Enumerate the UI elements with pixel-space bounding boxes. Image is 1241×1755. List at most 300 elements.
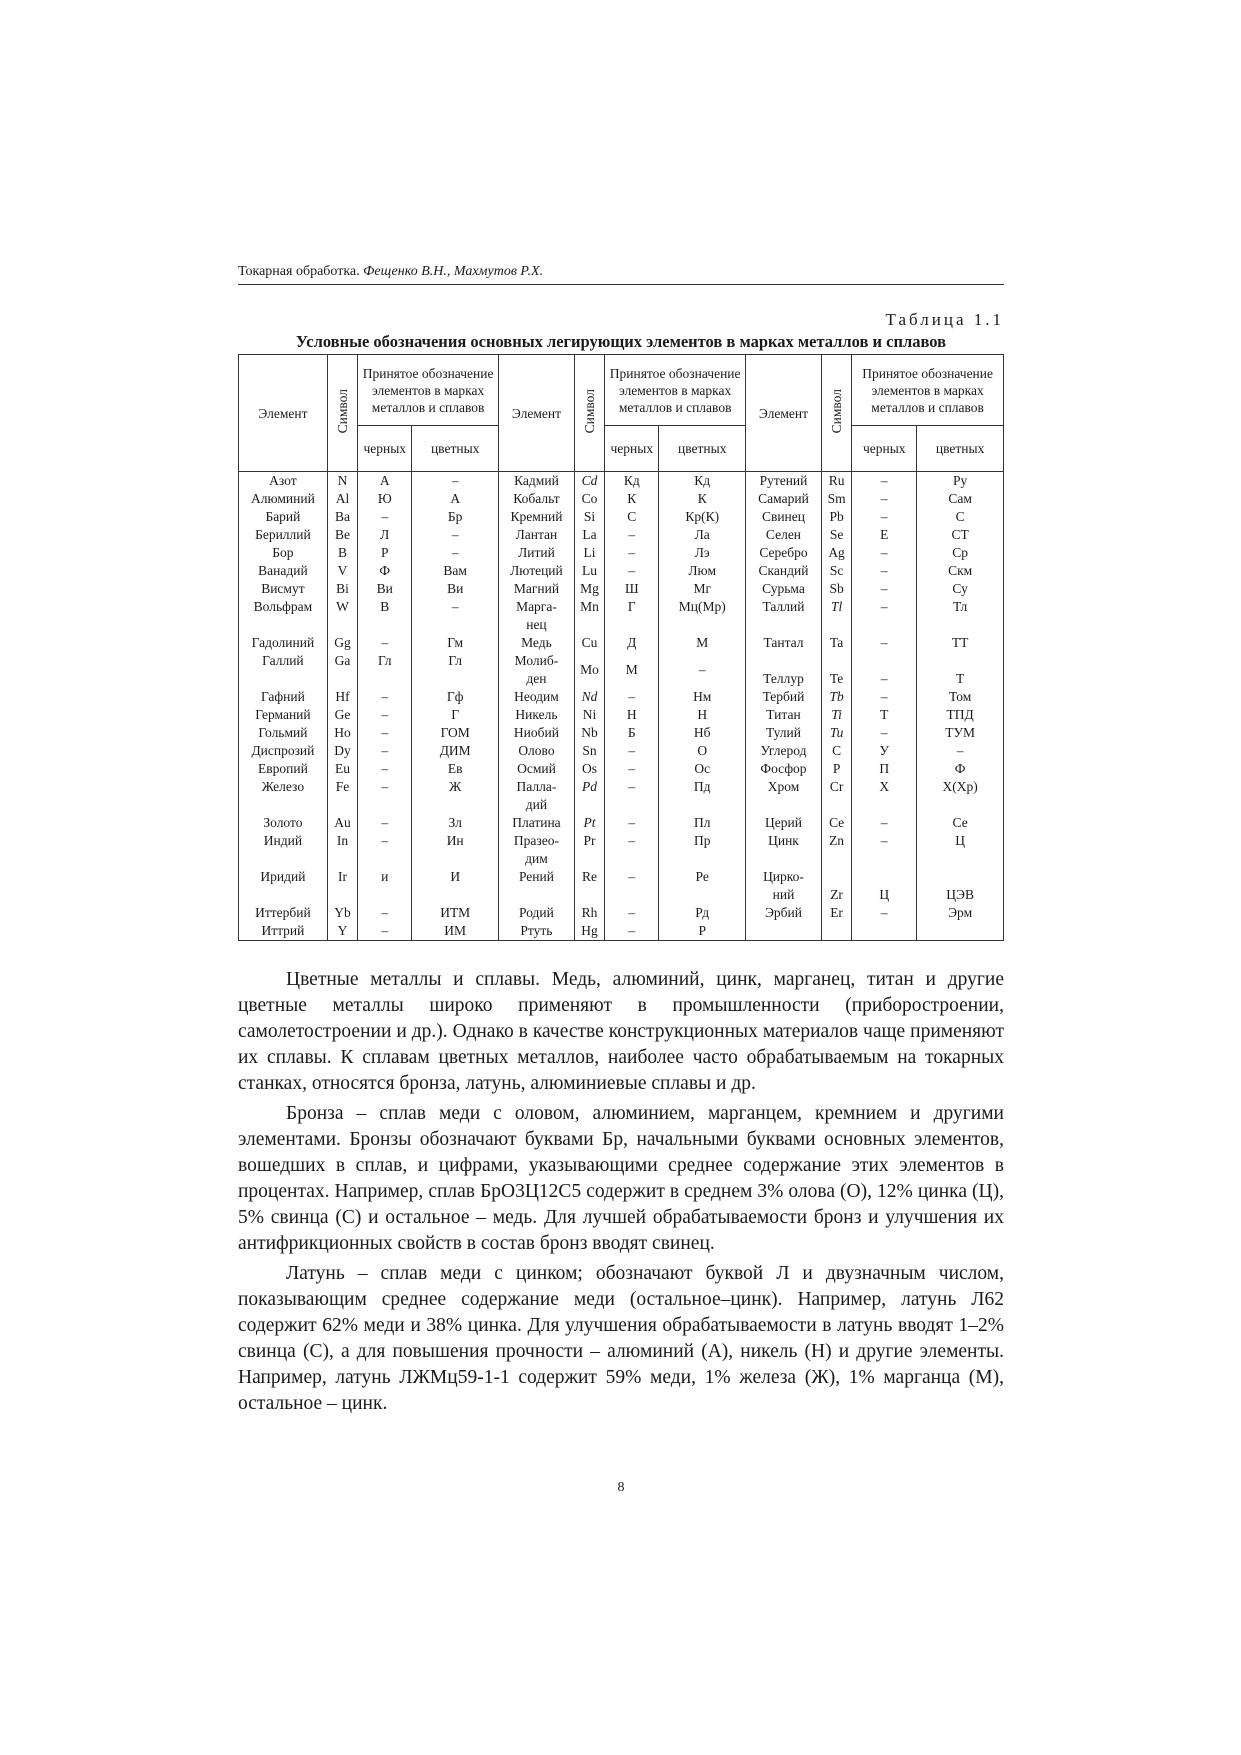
element-cell: Празео- дим bbox=[499, 832, 575, 868]
element-cell: Сурьма bbox=[746, 580, 822, 598]
ferrous-cell: – bbox=[358, 814, 412, 832]
element-cell: Осмий bbox=[499, 760, 575, 778]
ferrous-cell: – bbox=[605, 544, 659, 562]
ferrous-cell: – bbox=[852, 904, 917, 922]
ferrous-cell: В bbox=[358, 598, 412, 634]
ferrous-cell: – bbox=[852, 598, 917, 634]
nonferrous-cell: Пд bbox=[659, 778, 746, 814]
alloy-elements-table bbox=[238, 354, 1004, 941]
header-element: Элемент bbox=[239, 355, 328, 472]
ferrous-cell: – bbox=[605, 904, 659, 922]
nonferrous-cell: СТ bbox=[917, 526, 1004, 544]
nonferrous-cell: – bbox=[412, 598, 499, 634]
element-cell: Молиб- ден bbox=[499, 652, 575, 688]
nonferrous-cell: – bbox=[917, 742, 1004, 760]
element-cell: Азот bbox=[239, 472, 328, 491]
symbol-cell: W bbox=[327, 598, 357, 634]
element-cell: Гольмий bbox=[239, 724, 328, 742]
nonferrous-cell: Ж bbox=[412, 778, 499, 814]
element-cell: Олово bbox=[499, 742, 575, 760]
element-cell: Кремний bbox=[499, 508, 575, 526]
book-title: Токарная обработка. bbox=[238, 264, 360, 279]
element-cell: Титан bbox=[746, 706, 822, 724]
ferrous-cell: – bbox=[358, 760, 412, 778]
symbol-cell: Pb bbox=[821, 508, 851, 526]
table-row bbox=[239, 508, 1004, 526]
symbol-cell: Be bbox=[327, 526, 357, 544]
table-row bbox=[239, 814, 1004, 832]
ferrous-cell: А bbox=[358, 472, 412, 491]
symbol-cell: Os bbox=[574, 760, 604, 778]
header-symbol-text: Символ bbox=[582, 388, 598, 434]
ferrous-cell: – bbox=[852, 490, 917, 508]
ferrous-cell: Х bbox=[852, 778, 917, 814]
symbol-cell: Bi bbox=[327, 580, 357, 598]
ferrous-cell: – bbox=[358, 904, 412, 922]
ferrous-cell: Р bbox=[358, 544, 412, 562]
element-cell: Фосфор bbox=[746, 760, 822, 778]
element-cell: Ванадий bbox=[239, 562, 328, 580]
ferrous-cell: Л bbox=[358, 526, 412, 544]
table-row bbox=[239, 562, 1004, 580]
symbol-cell: Hf bbox=[327, 688, 357, 706]
table-row bbox=[239, 742, 1004, 760]
table-row bbox=[239, 580, 1004, 598]
nonferrous-cell: Нм bbox=[659, 688, 746, 706]
symbol-cell: Pt bbox=[574, 814, 604, 832]
nonferrous-cell: М bbox=[659, 634, 746, 652]
nonferrous-cell: Ру bbox=[917, 472, 1004, 491]
symbol-cell: Ni bbox=[574, 706, 604, 724]
ferrous-cell: М bbox=[605, 652, 659, 688]
element-cell: Самарий bbox=[746, 490, 822, 508]
element-cell: Цирко- ний bbox=[746, 868, 822, 904]
element-cell: Лантан bbox=[499, 526, 575, 544]
nonferrous-cell: Скм bbox=[917, 562, 1004, 580]
nonferrous-cell: Г bbox=[412, 706, 499, 724]
ferrous-cell: Кд bbox=[605, 472, 659, 491]
table-title: Условные обозначения основных легирующих элементов в марках металлов и сплавов bbox=[295, 332, 947, 351]
element-cell: Бериллий bbox=[239, 526, 328, 544]
nonferrous-cell: ТПД bbox=[917, 706, 1004, 724]
nonferrous-cell: Ц bbox=[917, 832, 1004, 868]
element-cell: Гафний bbox=[239, 688, 328, 706]
header-ferrous: черных bbox=[358, 426, 412, 472]
ferrous-cell: – bbox=[852, 562, 917, 580]
ferrous-cell: и bbox=[358, 868, 412, 904]
symbol-cell: Pr bbox=[574, 832, 604, 868]
page-number: 8 bbox=[617, 1480, 625, 1495]
table-row bbox=[239, 544, 1004, 562]
ferrous-cell: – bbox=[852, 544, 917, 562]
symbol-cell: Ho bbox=[327, 724, 357, 742]
table-row bbox=[239, 922, 1004, 941]
nonferrous-cell bbox=[917, 922, 1004, 941]
symbol-cell: Zn bbox=[821, 832, 851, 868]
nonferrous-cell: Мг bbox=[659, 580, 746, 598]
symbol-cell: Cd bbox=[574, 472, 604, 491]
nonferrous-cell: – bbox=[659, 652, 746, 688]
table-row bbox=[239, 598, 1004, 634]
nonferrous-cell: Су bbox=[917, 580, 1004, 598]
element-cell: Серебро bbox=[746, 544, 822, 562]
element-cell: Бор bbox=[239, 544, 328, 562]
element-cell: Хром bbox=[746, 778, 822, 814]
ferrous-cell: – bbox=[358, 706, 412, 724]
ferrous-cell: Ф bbox=[358, 562, 412, 580]
element-cell: Ртуть bbox=[499, 922, 575, 941]
table-row bbox=[239, 760, 1004, 778]
symbol-cell: Er bbox=[821, 904, 851, 922]
element-cell: Церий bbox=[746, 814, 822, 832]
nonferrous-cell: Пр bbox=[659, 832, 746, 868]
header-symbol-text: Символ bbox=[829, 388, 845, 434]
ferrous-cell: Н bbox=[605, 706, 659, 724]
element-cell: Галлий bbox=[239, 652, 328, 688]
ferrous-cell: П bbox=[852, 760, 917, 778]
nonferrous-cell: Ф bbox=[917, 760, 1004, 778]
header-ferrous: черных bbox=[605, 426, 659, 472]
header-nonferrous: цветных bbox=[659, 426, 746, 472]
symbol-cell: Mn bbox=[574, 598, 604, 634]
element-cell: Железо bbox=[239, 778, 328, 814]
paragraph-brass: Латунь – сплав меди с цинком; обозначают буквой Л и двузначным числом, показывающим среднее содержание меди (остальное–цинк). Например, латунь Л62 содержит 62% меди и 38% цинка. Для улучшения обрабатываемости в латунь вводят 1–2% свинца (С), а для повышения прочности – алюминий (А), никель (Н) и другие элементы. Например, латунь ЛЖМц59-1-1 содержит 59% меди, 1% железа (Ж), 1% марганца (М), остальное – цинк. bbox=[238, 1263, 1004, 1414]
nonferrous-cell: Кр(К) bbox=[659, 508, 746, 526]
nonferrous-cell: Гл bbox=[412, 652, 499, 688]
element-cell: Медь bbox=[499, 634, 575, 652]
symbol-cell: Se bbox=[821, 526, 851, 544]
element-cell: Индий bbox=[239, 832, 328, 868]
symbol-cell: Tu bbox=[821, 724, 851, 742]
ferrous-cell: – bbox=[358, 778, 412, 814]
symbol-cell: Te bbox=[821, 652, 851, 688]
header-symbol-text: Символ bbox=[335, 388, 350, 434]
nonferrous-cell: Т bbox=[917, 652, 1004, 688]
ferrous-cell: Т bbox=[852, 706, 917, 724]
ferrous-cell: К bbox=[605, 490, 659, 508]
symbol-cell: Sb bbox=[821, 580, 851, 598]
element-cell: Селен bbox=[746, 526, 822, 544]
element-cell: Тербий bbox=[746, 688, 822, 706]
running-head bbox=[238, 264, 1004, 285]
ferrous-cell: – bbox=[852, 688, 917, 706]
element-cell: Лютеций bbox=[499, 562, 575, 580]
element-cell bbox=[746, 922, 822, 941]
nonferrous-cell: ИТМ bbox=[412, 904, 499, 922]
ferrous-cell: – bbox=[605, 778, 659, 814]
symbol-cell: Fe bbox=[327, 778, 357, 814]
element-cell: Рутений bbox=[746, 472, 822, 491]
nonferrous-cell: Ев bbox=[412, 760, 499, 778]
nonferrous-cell: Мц(Мр) bbox=[659, 598, 746, 634]
book-authors: Фещенко В.Н., Махмутов Р.Х. bbox=[363, 264, 544, 279]
element-cell: Диспрозий bbox=[239, 742, 328, 760]
ferrous-cell: – bbox=[605, 832, 659, 868]
symbol-cell: Sc bbox=[821, 562, 851, 580]
header-designation: Принятое обозначение элементов в марках металлов и сплавов bbox=[852, 355, 1004, 426]
symbol-cell: Si bbox=[574, 508, 604, 526]
symbol-cell: Ru bbox=[821, 472, 851, 491]
symbol-cell: Nb bbox=[574, 724, 604, 742]
ferrous-cell: – bbox=[852, 724, 917, 742]
ferrous-cell bbox=[852, 922, 917, 941]
element-cell: Свинец bbox=[746, 508, 822, 526]
paragraph-bronze: Бронза – сплав меди с оловом, алюминием, марганцем, кремнием и другими элементами. Бронзы обозначают буквами Бр, начальными буквами основных элементов, вошедших в сплав, и цифрами, указывающими среднее содержание этих элементов в процентах. Например, сплав БрО3Ц12С5 содержит в среднем 3% олова (О), 12% цинка (Ц), 5% свинца (С) и остальное – медь. Для лучшей обрабатываемости бронз и улучшения их антифрикционных свойств в состав бронз вводят свинец. bbox=[238, 1103, 1004, 1254]
nonferrous-cell: ЦЭВ bbox=[917, 868, 1004, 904]
symbol-cell: Lu bbox=[574, 562, 604, 580]
ferrous-cell: – bbox=[358, 688, 412, 706]
ferrous-cell: – bbox=[358, 724, 412, 742]
nonferrous-cell: Лэ bbox=[659, 544, 746, 562]
symbol-cell: Li bbox=[574, 544, 604, 562]
nonferrous-cell: Ла bbox=[659, 526, 746, 544]
element-cell: Золото bbox=[239, 814, 328, 832]
ferrous-cell: – bbox=[605, 760, 659, 778]
header-ferrous: черных bbox=[852, 426, 917, 472]
table-row bbox=[239, 832, 1004, 868]
element-cell: Эрбий bbox=[746, 904, 822, 922]
ferrous-cell: Ю bbox=[358, 490, 412, 508]
symbol-cell: Ga bbox=[327, 652, 357, 688]
nonferrous-cell: Х(Хр) bbox=[917, 778, 1004, 814]
ferrous-cell: С bbox=[605, 508, 659, 526]
ferrous-cell: – bbox=[852, 652, 917, 688]
element-cell: Платина bbox=[499, 814, 575, 832]
ferrous-cell: Ви bbox=[358, 580, 412, 598]
nonferrous-cell: Се bbox=[917, 814, 1004, 832]
nonferrous-cell: С bbox=[917, 508, 1004, 526]
symbol-cell: Au bbox=[327, 814, 357, 832]
element-cell: Литий bbox=[499, 544, 575, 562]
symbol-cell: Rh bbox=[574, 904, 604, 922]
nonferrous-cell: Сам bbox=[917, 490, 1004, 508]
symbol-cell: Hg bbox=[574, 922, 604, 941]
header-nonferrous: цветных bbox=[412, 426, 499, 472]
header-designation: Принятое обозначение элементов в марках металлов и сплавов bbox=[358, 355, 499, 426]
ferrous-cell: Д bbox=[605, 634, 659, 652]
nonferrous-cell: – bbox=[412, 472, 499, 491]
element-cell: Цинк bbox=[746, 832, 822, 868]
symbol-cell: Tb bbox=[821, 688, 851, 706]
nonferrous-cell: ГОМ bbox=[412, 724, 499, 742]
symbol-cell: Nd bbox=[574, 688, 604, 706]
symbol-cell: Dy bbox=[327, 742, 357, 760]
header-designation: Принятое обозначение элементов в марках металлов и сплавов bbox=[605, 355, 746, 426]
element-cell: Тулий bbox=[746, 724, 822, 742]
symbol-cell: Pd bbox=[574, 778, 604, 814]
table-label: Таблица 1.1 bbox=[885, 310, 1004, 329]
table-row bbox=[239, 490, 1004, 508]
element-cell: Германий bbox=[239, 706, 328, 724]
ferrous-cell: – bbox=[605, 562, 659, 580]
header-symbol bbox=[574, 355, 604, 472]
nonferrous-cell: Тл bbox=[917, 598, 1004, 634]
ferrous-cell: – bbox=[358, 742, 412, 760]
table-row bbox=[239, 868, 1004, 904]
ferrous-cell: – bbox=[852, 580, 917, 598]
symbol-cell: Ge bbox=[327, 706, 357, 724]
element-cell: Таллий bbox=[746, 598, 822, 634]
nonferrous-cell: ТУМ bbox=[917, 724, 1004, 742]
symbol-cell: Co bbox=[574, 490, 604, 508]
ferrous-cell: Гл bbox=[358, 652, 412, 688]
ferrous-cell: – bbox=[358, 922, 412, 941]
nonferrous-cell: А bbox=[412, 490, 499, 508]
nonferrous-cell: ИМ bbox=[412, 922, 499, 941]
nonferrous-cell: Ви bbox=[412, 580, 499, 598]
ferrous-cell: – bbox=[852, 472, 917, 491]
table-body bbox=[239, 472, 1004, 941]
nonferrous-cell: К bbox=[659, 490, 746, 508]
nonferrous-cell: Ос bbox=[659, 760, 746, 778]
element-cell: Магний bbox=[499, 580, 575, 598]
symbol-cell: Ti bbox=[821, 706, 851, 724]
ferrous-cell: – bbox=[852, 832, 917, 868]
element-cell: Марга- нец bbox=[499, 598, 575, 634]
ferrous-cell: – bbox=[605, 688, 659, 706]
nonferrous-cell: – bbox=[412, 544, 499, 562]
symbol-cell: In bbox=[327, 832, 357, 868]
ferrous-cell: – bbox=[605, 868, 659, 904]
symbol-cell: Tl bbox=[821, 598, 851, 634]
table-row bbox=[239, 778, 1004, 814]
table-row bbox=[239, 634, 1004, 652]
element-cell: Иттрий bbox=[239, 922, 328, 941]
ferrous-cell: – bbox=[605, 742, 659, 760]
element-cell: Тантал bbox=[746, 634, 822, 652]
ferrous-cell: У bbox=[852, 742, 917, 760]
ferrous-cell: – bbox=[605, 922, 659, 941]
nonferrous-cell: Вам bbox=[412, 562, 499, 580]
element-cell: Гадолиний bbox=[239, 634, 328, 652]
symbol-cell: Ba bbox=[327, 508, 357, 526]
nonferrous-cell: Зл bbox=[412, 814, 499, 832]
ferrous-cell: – bbox=[852, 508, 917, 526]
table-row bbox=[239, 904, 1004, 922]
element-cell: Никель bbox=[499, 706, 575, 724]
nonferrous-cell: ТТ bbox=[917, 634, 1004, 652]
element-cell: Вольфрам bbox=[239, 598, 328, 634]
symbol-cell: Mo bbox=[574, 652, 604, 688]
element-cell: Родий bbox=[499, 904, 575, 922]
ferrous-cell: Б bbox=[605, 724, 659, 742]
nonferrous-cell: Том bbox=[917, 688, 1004, 706]
nonferrous-cell: Ин bbox=[412, 832, 499, 868]
nonferrous-cell: – bbox=[412, 526, 499, 544]
nonferrous-cell: Эрм bbox=[917, 904, 1004, 922]
ferrous-cell: – bbox=[852, 814, 917, 832]
symbol-cell: Cr bbox=[821, 778, 851, 814]
symbol-cell: Sm bbox=[821, 490, 851, 508]
symbol-cell bbox=[821, 922, 851, 941]
element-cell: Рений bbox=[499, 868, 575, 904]
nonferrous-cell: Р bbox=[659, 922, 746, 941]
element-cell: Иттербий bbox=[239, 904, 328, 922]
element-cell: Висмут bbox=[239, 580, 328, 598]
table-row bbox=[239, 526, 1004, 544]
nonferrous-cell: О bbox=[659, 742, 746, 760]
symbol-cell: V bbox=[327, 562, 357, 580]
symbol-cell: C bbox=[821, 742, 851, 760]
element-cell: Скандий bbox=[746, 562, 822, 580]
nonferrous-cell: Люм bbox=[659, 562, 746, 580]
element-cell: Ниобий bbox=[499, 724, 575, 742]
symbol-cell: Y bbox=[327, 922, 357, 941]
symbol-cell: Ta bbox=[821, 634, 851, 652]
nonferrous-cell: Нб bbox=[659, 724, 746, 742]
nonferrous-cell: Кд bbox=[659, 472, 746, 491]
paragraph-nonferrous: Цветные металлы и сплавы. Медь, алюминий, цинк, марганец, титан и другие цветные металлы широко применяют в промышленности (приборостроении, самолетостроении и др.). Однако в качестве конструкционных материалов чаще применяют их сплавы. К сплавам цветных металлов, наиболее часто обрабатываемым на токарных станках, относятся бронза, латунь, алюминиевые сплавы и др. bbox=[238, 969, 1004, 1094]
element-cell: Европий bbox=[239, 760, 328, 778]
element-cell: Кобальт bbox=[499, 490, 575, 508]
symbol-cell: Gg bbox=[327, 634, 357, 652]
ferrous-cell: Е bbox=[852, 526, 917, 544]
symbol-cell: P bbox=[821, 760, 851, 778]
header-symbol bbox=[821, 355, 851, 472]
table-row bbox=[239, 706, 1004, 724]
symbol-cell: Ce bbox=[821, 814, 851, 832]
element-cell: Палла- дий bbox=[499, 778, 575, 814]
table-row bbox=[239, 688, 1004, 706]
nonferrous-cell: Гф bbox=[412, 688, 499, 706]
ferrous-cell: – bbox=[358, 634, 412, 652]
nonferrous-cell: Н bbox=[659, 706, 746, 724]
symbol-cell: Ir bbox=[327, 868, 357, 904]
element-cell: Кадмий bbox=[499, 472, 575, 491]
symbol-cell: Cu bbox=[574, 634, 604, 652]
symbol-cell: Re bbox=[574, 868, 604, 904]
ferrous-cell: Г bbox=[605, 598, 659, 634]
nonferrous-cell: Бр bbox=[412, 508, 499, 526]
element-cell: Углерод bbox=[746, 742, 822, 760]
symbol-cell: N bbox=[327, 472, 357, 491]
table-row bbox=[239, 472, 1004, 491]
element-cell: Алюминий bbox=[239, 490, 328, 508]
symbol-cell: Mg bbox=[574, 580, 604, 598]
nonferrous-cell: Ср bbox=[917, 544, 1004, 562]
header-nonferrous: цветных bbox=[917, 426, 1004, 472]
element-cell: Теллур bbox=[746, 652, 822, 688]
symbol-cell: Zr bbox=[821, 868, 851, 904]
table-row bbox=[239, 724, 1004, 742]
nonferrous-cell: И bbox=[412, 868, 499, 904]
element-cell: Иридий bbox=[239, 868, 328, 904]
header-element: Элемент bbox=[746, 355, 822, 472]
header-symbol bbox=[327, 355, 357, 472]
symbol-cell: Eu bbox=[327, 760, 357, 778]
ferrous-cell: Ц bbox=[852, 868, 917, 904]
element-cell: Барий bbox=[239, 508, 328, 526]
ferrous-cell: – bbox=[852, 634, 917, 652]
nonferrous-cell: Ре bbox=[659, 868, 746, 904]
ferrous-cell: Ш bbox=[605, 580, 659, 598]
ferrous-cell: – bbox=[605, 814, 659, 832]
ferrous-cell: – bbox=[605, 526, 659, 544]
nonferrous-cell: Рд bbox=[659, 904, 746, 922]
symbol-cell: Al bbox=[327, 490, 357, 508]
nonferrous-cell: ДИМ bbox=[412, 742, 499, 760]
header-element: Элемент bbox=[499, 355, 575, 472]
ferrous-cell: – bbox=[358, 508, 412, 526]
body-text bbox=[238, 967, 1004, 1421]
symbol-cell: Yb bbox=[327, 904, 357, 922]
element-cell: Неодим bbox=[499, 688, 575, 706]
symbol-cell: B bbox=[327, 544, 357, 562]
ferrous-cell: – bbox=[358, 832, 412, 868]
symbol-cell: La bbox=[574, 526, 604, 544]
symbol-cell: Ag bbox=[821, 544, 851, 562]
symbol-cell: Sn bbox=[574, 742, 604, 760]
